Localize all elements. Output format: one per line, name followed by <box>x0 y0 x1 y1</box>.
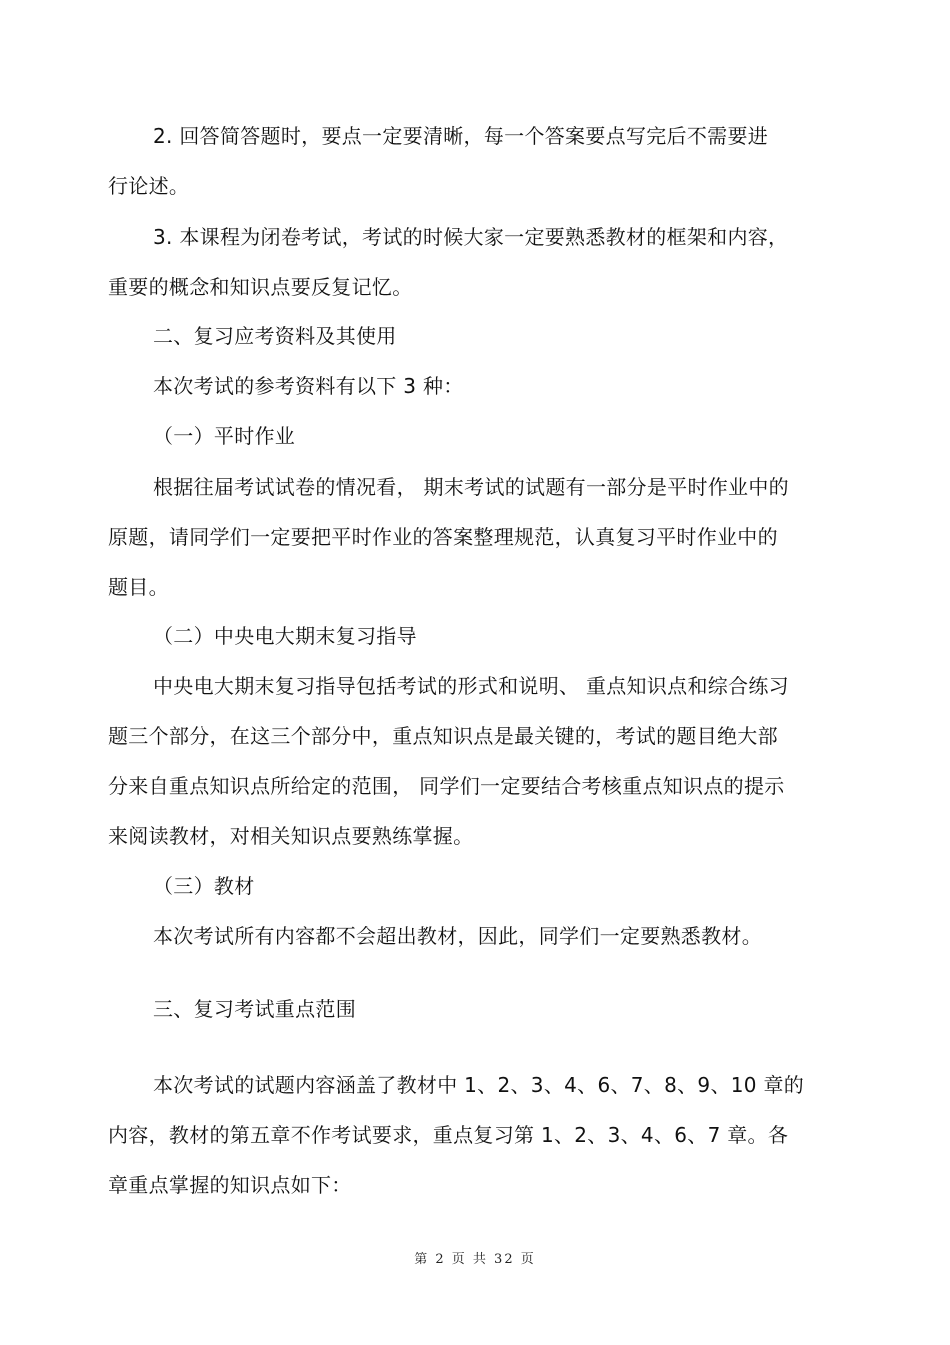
subsection-heading: （三）教材 <box>153 874 255 898</box>
paragraph-line: 分来自重点知识点所给定的范围， 同学们一定要结合考核重点知识点的提示 <box>108 774 785 798</box>
paragraph-line: 本次考试所有内容都不会超出教材，因此，同学们一定要熟悉教材。 <box>153 924 762 948</box>
section-heading: 三、复习考试重点范围 <box>153 997 356 1021</box>
paragraph-line: 本次考试的参考资料有以下 3 种： <box>153 374 464 398</box>
page-number-footer: 第 2 页 共 32 页 <box>414 1252 536 1267</box>
paragraph-line: 内容，教材的第五章不作考试要求，重点复习第 1、2、3、4、6、7 章。各 <box>108 1123 789 1147</box>
subsection-heading: （一）平时作业 <box>153 424 296 448</box>
paragraph-line: 原题，请同学们一定要把平时作业的答案整理规范，认真复习平时作业中的 <box>108 525 778 549</box>
paragraph-line: 来阅读教材，对相关知识点要熟练掌握。 <box>108 824 474 848</box>
paragraph-line: 重要的概念和知识点要反复记忆。 <box>108 275 413 299</box>
paragraph-line: 题三个部分，在这三个部分中，重点知识点是最关键的，考试的题目绝大部 <box>108 724 778 748</box>
paragraph-line: 根据往届考试试卷的情况看， 期末考试的试题有一部分是平时作业中的 <box>153 475 789 499</box>
paragraph-line: 3. 本课程为闭卷考试，考试的时候大家一定要熟悉教材的框架和内容， <box>153 225 789 249</box>
section-heading: 二、复习应考资料及其使用 <box>153 324 397 348</box>
paragraph-line: 本次考试的试题内容涵盖了教材中 1、2、3、4、6、7、8、9、10 章的 <box>153 1073 805 1097</box>
paragraph-line: 行论述。 <box>108 174 190 198</box>
paragraph-line: 中央电大期末复习指导包括考试的形式和说明、 重点知识点和综合练习 <box>153 674 789 698</box>
paragraph-line: 2. 回答简答题时，要点一定要清晰，每一个答案要点写完后不需要进 <box>153 124 769 148</box>
paragraph-line: 题目。 <box>108 575 169 599</box>
paragraph-line: 章重点掌握的知识点如下： <box>108 1173 352 1197</box>
subsection-heading: （二）中央电大期末复习指导 <box>153 624 417 648</box>
